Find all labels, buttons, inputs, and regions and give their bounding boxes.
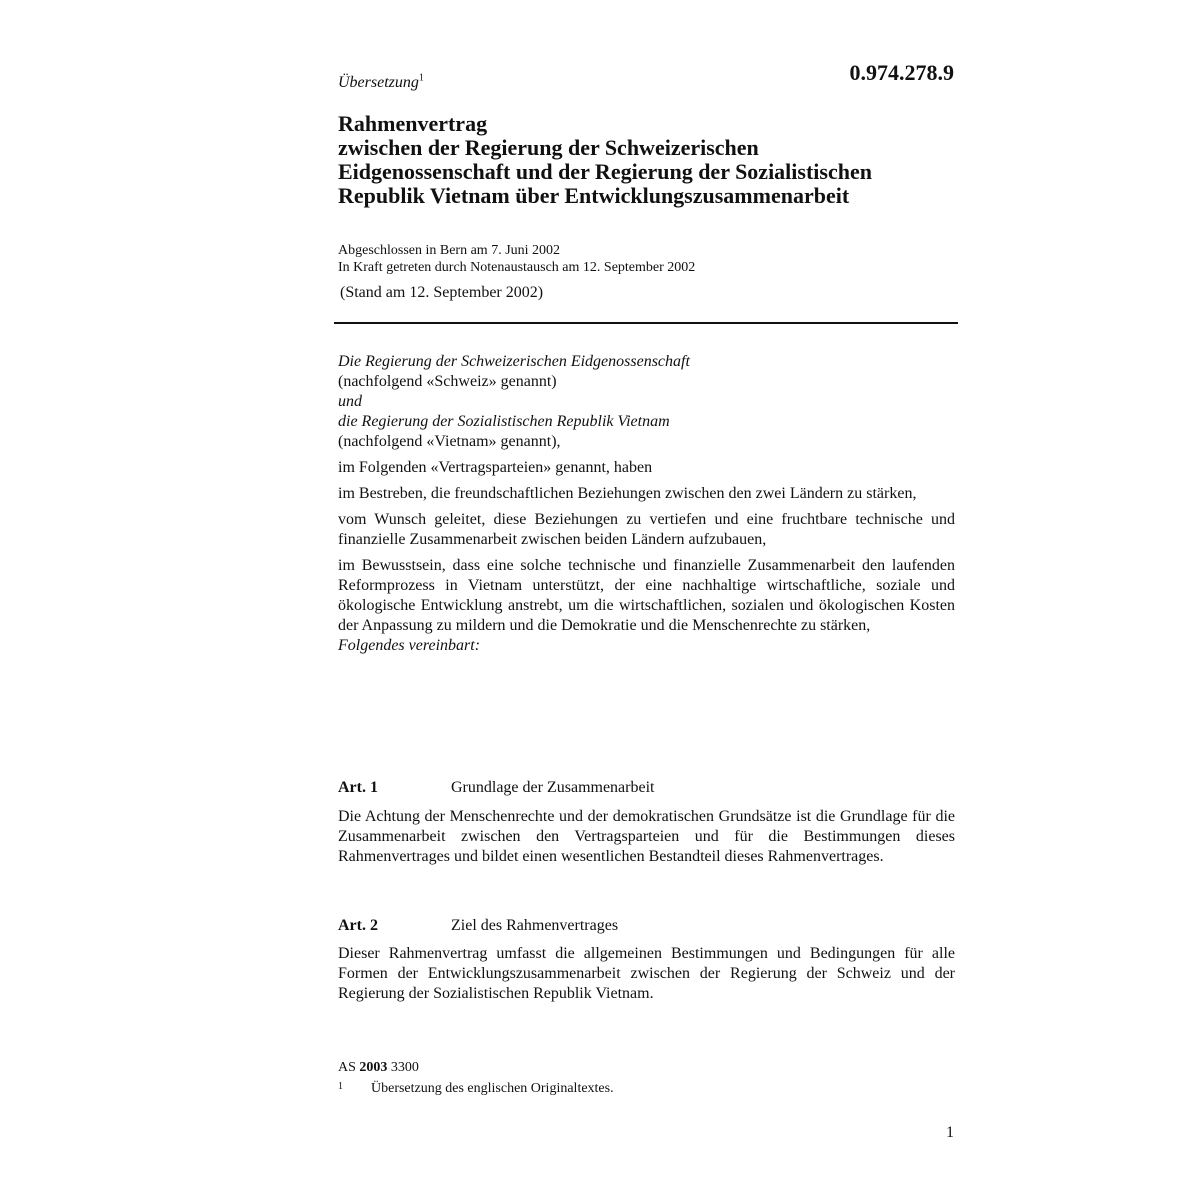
title-line: zwischen der Regierung der Schweizerischen bbox=[338, 135, 759, 160]
as-prefix: AS bbox=[338, 1060, 356, 1075]
footnote bbox=[338, 1081, 614, 1097]
title-line: Rahmenvertrag bbox=[338, 111, 488, 136]
document-meta bbox=[338, 242, 695, 276]
article-number: Art. 1 bbox=[338, 779, 378, 796]
title-line: Republik Vietnam über Entwicklungszusammenarbeit bbox=[338, 183, 850, 208]
recital-3: im Bewusstsein, dass eine solche technische und finanzielle Zusammenarbeit den laufenden Reformprozess in Vietnam unterstützt, der eine nachhaltige wirtschaftliche, soziale und ökologische Entwicklung anstrebt, um die wirtschaftlichen, sozialen und ökologischen Kosten der Anpassung zu mildern und die Demokratie und die Menschenrechte zu stärken, bbox=[338, 557, 955, 634]
article-2-text: Dieser Rahmenvertrag umfasst die allgemeinen Bestimmungen und Bedingungen für alle Formen der Entwicklungszusammenarbeit zwischen der Regierung der Schweiz und der Regierung der Sozialistischen Republik Vietnam. bbox=[338, 945, 955, 1002]
as-year: 2003 bbox=[359, 1060, 388, 1075]
footnote-reference[interactable]: 1 bbox=[418, 72, 424, 84]
in-force-date: In Kraft getreten durch Notenaustausch am 12. September 2002 bbox=[338, 260, 696, 275]
recital-2: vom Wunsch geleitet, diese Beziehungen zu vertiefen und eine fruchtbare technische und finanzielle Zusammenarbeit zwischen beiden Ländern aufzubauen, bbox=[338, 511, 955, 548]
party-1: Die Regierung der Schweizerischen Eidgenossenschaft bbox=[338, 353, 690, 370]
article-2-heading bbox=[338, 916, 618, 936]
document-title bbox=[338, 112, 958, 208]
as-reference bbox=[338, 1060, 419, 1076]
status-date: (Stand am 12. September 2002) bbox=[340, 284, 544, 301]
party-1-alias: (nachfolgend «Schweiz» genannt) bbox=[338, 373, 557, 390]
header-divider bbox=[334, 322, 958, 324]
sr-number: 0.974.278.9 bbox=[849, 60, 954, 85]
parties-collective: im Folgenden «Vertragsparteien» genannt, haben bbox=[338, 459, 653, 476]
page-number: 1 bbox=[946, 1124, 954, 1141]
translation-label bbox=[338, 74, 424, 92]
translation-label-text: Übersetzung bbox=[338, 74, 419, 91]
party-2-alias: (nachfolgend «Vietnam» genannt), bbox=[338, 433, 561, 450]
article-title: Grundlage der Zusammenarbeit bbox=[451, 779, 655, 796]
agreement-clause: Folgendes vereinbart: bbox=[338, 637, 481, 654]
concluded-date: Abgeschlossen in Bern am 7. Juni 2002 bbox=[338, 243, 561, 258]
footnote-text: Übersetzung des englischen Originaltextes. bbox=[371, 1081, 614, 1096]
article-1-heading bbox=[338, 778, 654, 798]
conjunction: und bbox=[338, 393, 362, 410]
article-number: Art. 2 bbox=[338, 917, 378, 934]
as-page: 3300 bbox=[390, 1060, 419, 1075]
article-title: Ziel des Rahmenvertrages bbox=[451, 917, 619, 934]
article-1-text: Die Achtung der Menschenrechte und der demokratischen Grundsätze ist die Grundlage für die Zusammenarbeit zwischen den Vertragsparteien und für die Bestimmungen dieses Rahmenvertrages und bildet einen wesentlichen Bestandteil dieses Rahmenvertrages. bbox=[338, 808, 955, 865]
preamble bbox=[338, 352, 955, 662]
footnote-mark: 1 bbox=[338, 1081, 343, 1092]
party-2: die Regierung der Sozialistischen Republik Vietnam bbox=[338, 413, 670, 430]
title-line: Eidgenossenschaft und der Regierung der Sozialistischen bbox=[338, 159, 872, 184]
recital-1: im Bestreben, die freundschaftlichen Beziehungen zwischen den zwei Ländern zu stärken, bbox=[338, 485, 917, 502]
